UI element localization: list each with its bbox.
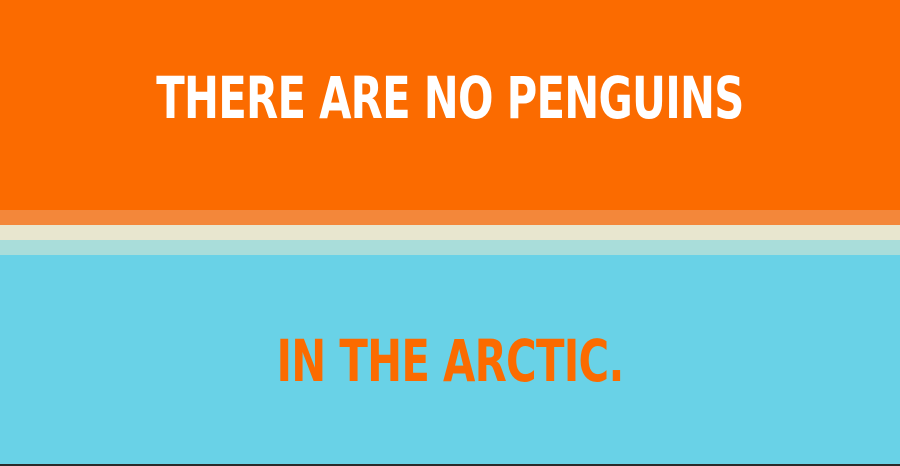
divider-stripe-orange bbox=[0, 210, 900, 225]
bottom-blue-band bbox=[0, 255, 900, 464]
divider-stripe-mint bbox=[0, 240, 900, 255]
divider-stripe-cream bbox=[0, 225, 900, 240]
top-orange-band bbox=[0, 0, 900, 210]
headline-top-text: THERE ARE NO PENGUINS bbox=[156, 64, 744, 132]
headline-bottom-text: IN THE ARCTIC. bbox=[276, 326, 624, 395]
